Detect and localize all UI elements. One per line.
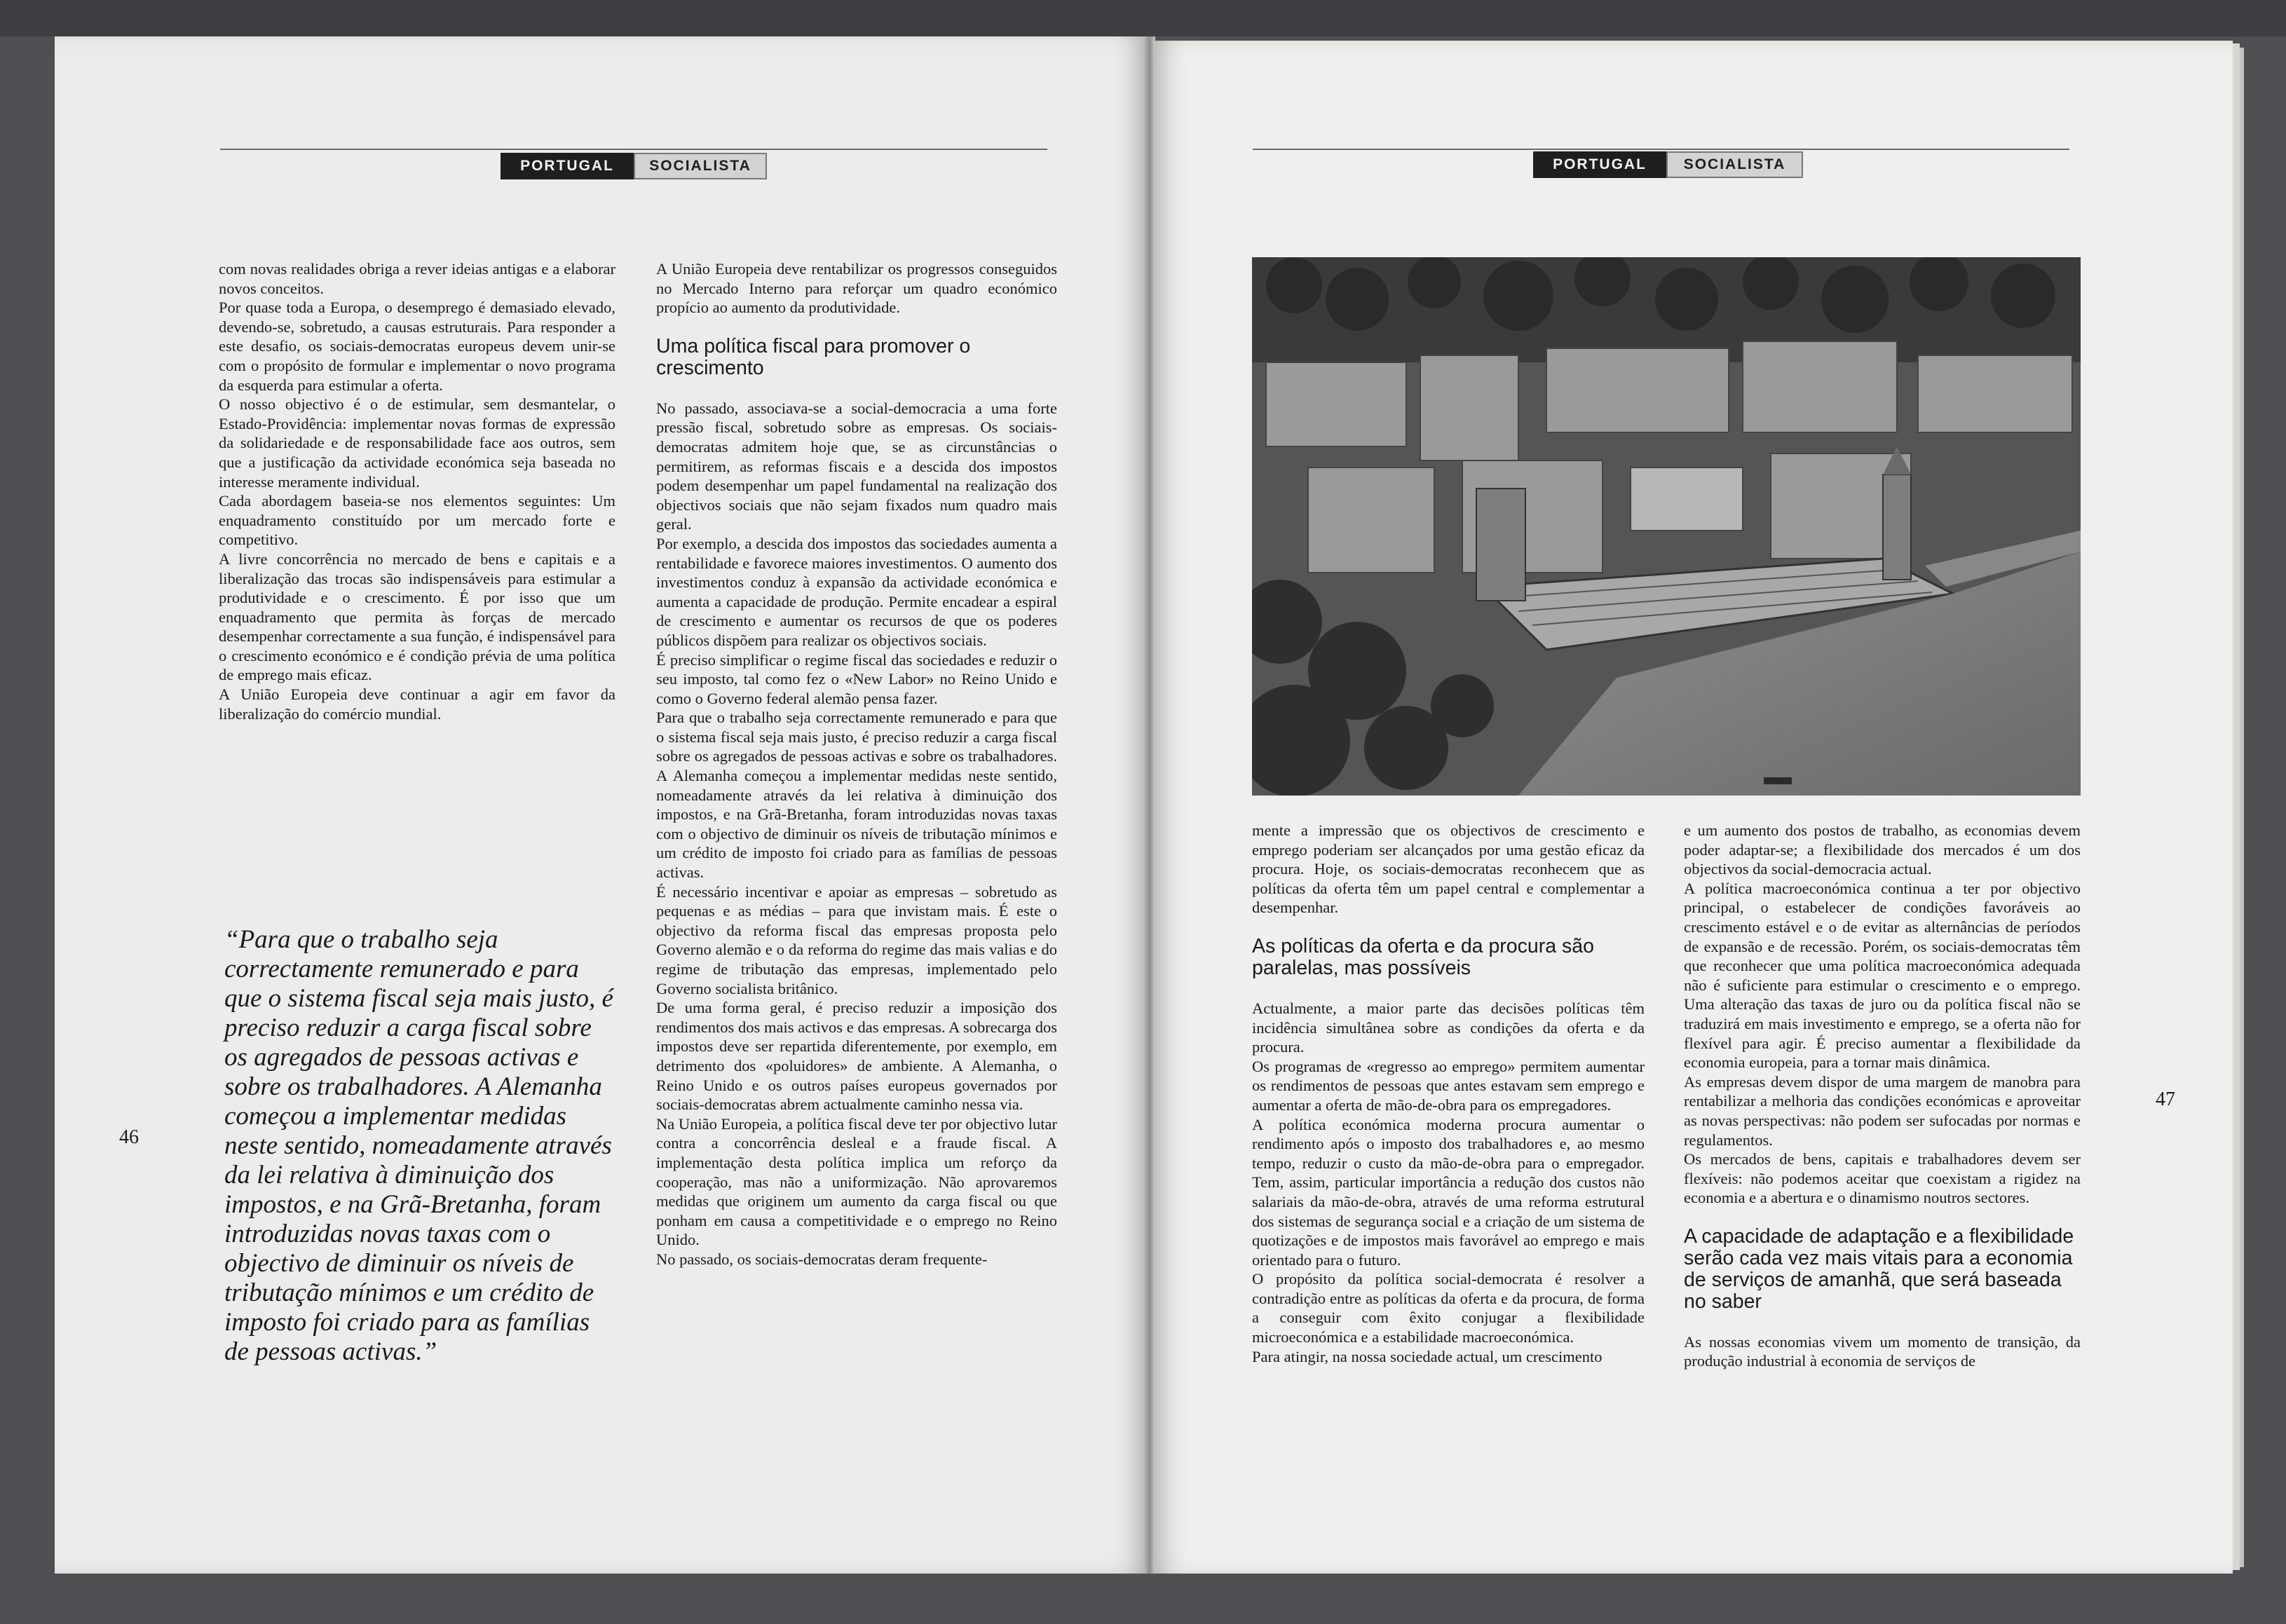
left-column-2 [656, 259, 1057, 1269]
header-portugal: PORTUGAL [501, 153, 634, 179]
section-heading: A capacidade de adaptação e a flexibilidade serão cada vez mais vitais para a economia de serviços de amanhã, que será baseada no saber [1684, 1224, 2074, 1313]
background-top [0, 0, 2286, 36]
paragraph: Os mercados de bens, capitais e trabalhadores devem ser flexíveis: não podemos aceitar que coexistam a rigidez na economia e a abertura e o dinamismo noutros sectores. [1684, 1150, 2081, 1207]
header-rule [1253, 149, 2069, 150]
paragraph: No passado, associava-se a social-democracia a uma forte pressão fiscal, sobretudo sobre as empresas. Os sociais-democratas admitem hoje que, se as circunstâncias o permitirem, as reformas fiscais e a descida dos impostos podem desempenhar um papel fundamental na realização dos objectivos sociais que não sejam fixados num quadro mais geral. [656, 399, 1057, 533]
paragraph: Na União Europeia, a política fiscal deve ter por objectivo lutar contra a concorrência desleal e a fraude fiscal. A implementação desta política implica um reforço da cooperação, mas não a uniformização. Não aprovaremos medidas que originem um aumento da carga fiscal ou que ponham em causa a competitividade e o emprego no Reino Unido. [656, 1114, 1057, 1249]
right-column-2 [1684, 821, 2081, 1371]
paragraph: Para que o trabalho seja correctamente remunerado e para que o sistema fiscal seja mais justo, é preciso reduzir a carga fiscal sobre os agregados de pessoas activas e sobre os trabalhadores. A Alemanha começou a implementar medidas neste sentido, nomeadamente através da lei relativa à diminuição dos impostos, e na Grã-Bretanha, foram introduzidas novas taxas com o objectivo de diminuir os níveis de tributação mínimos e um crédito de imposto foi criado para as famílias de pessoas activas. [656, 709, 1057, 882]
paragraph: A política económica moderna procura aumentar o rendimento após o imposto dos trabalhadores e, ao mesmo tempo, reduzir o custo da mão-de-obra para o empregador. Tem, assim, particular importância a redução dos custos não salariais da mão-de-obra, através de uma reforma estrutural dos sistemas de segurança social e a criação de um sistema de quotizações e de impostos mais favorável ao emprego e mais orientado para o futuro. [1252, 1115, 1645, 1269]
page-number: 46 [119, 1126, 139, 1148]
left-column-1 [219, 259, 615, 723]
paragraph: O propósito da política social-democrata é resolver a contradição entre as políticas da oferta e da procura, de forma a conseguir com êxito conjugar a flexibilidade microeconómica e a estabilidade macroeconómica. [1252, 1270, 1645, 1346]
paragraph: e um aumento dos postos de trabalho, as economias devem poder adaptar-se; a flexibilidade dos mercados é um dos objectivos da social-democracia actual. [1684, 821, 2081, 878]
paragraph: A livre concorrência no mercado de bens e capitais e a liberalização das trocas são indispensáveis para estimular a produtividade e o crescimento. É por isso que um enquadramento que permita às forças de mercado desempenhar correctamente a sua função, é indispensável para o crescimento económico e é condição prévia de uma política de emprego mais eficaz. [219, 550, 615, 684]
paragraph: Os programas de «regresso ao emprego» permitem aumentar os rendimentos de pessoas que antes estavam sem emprego e aumentar a oferta de mão-de-obra para os empregadores. [1252, 1057, 1645, 1114]
paragraph: A União Europeia deve continuar a agir em favor da liberalização do comércio mundial. [219, 685, 615, 723]
page-number: 47 [2156, 1089, 2175, 1110]
left-page [55, 36, 1148, 1574]
page-edge [2233, 43, 2240, 1570]
header-socialista: SOCIALISTA [634, 153, 767, 179]
paragraph: Por exemplo, a descida dos impostos das sociedades aumenta a rentabilidade e favorece maiores investimentos. O aumento dos investimentos conduz à expansão da actividade económica e aumenta a capacidade de produção. Permite encadear a espiral de crescimento e aumentar os recursos de que os poderes públicos dispõem para realizar os objectivos sociais. [656, 534, 1057, 649]
paragraph: No passado, os sociais-democratas deram frequente- [656, 1250, 988, 1268]
paragraph: De uma forma geral, é preciso reduzir a imposição dos rendimentos dos mais activos e das empresas. A sobrecarga dos impostos deve ser repartida diferentemente, por exemplo, em detrimento dos «poluidores» de ambiente. A Alemanha, o Reino Unido e os outros países europeus governados por sociais-democratas abrem actualmente caminho nessa via. [656, 999, 1057, 1114]
paragraph: Por quase toda a Europa, o desemprego é demasiado elevado, devendo-se, sobretudo, a causas estruturais. Para responder a este desafio, os sociais-democratas europeus devem unir-se com o propósito de formular e implementar o novo programa da esquerda para estimular a oferta. [219, 299, 615, 394]
paragraph: Para atingir, na nossa sociedade actual, um crescimento [1252, 1347, 1603, 1365]
header-socialista: SOCIALISTA [1666, 151, 1803, 178]
paragraph: A União Europeia deve rentabilizar os progressos conseguidos no Mercado Interno para reforçar um quadro económico propício ao aumento da produtividade. [656, 260, 1057, 317]
paragraph: O nosso objectivo é o de estimular, sem desmantelar, o Estado-Providência: implementar novas formas de expressão da solidariedade e de responsabilidade face aos outros, sem que a justificação da actividade económica seja baseada no interesse meramente individual. [219, 395, 615, 491]
paragraph: As nossas economias vivem um momento de transição, da produção industrial à economia de serviços de [1684, 1332, 2081, 1370]
section-heading: As políticas da oferta e da procura são paralelas, mas possíveis [1252, 934, 1594, 979]
right-column-1 [1252, 821, 1645, 1366]
paragraph: É preciso simplificar o regime fiscal das sociedades e reduzir o seu imposto, tal como fez o «New Labor» no Reino Unido e como o Governo federal alemão pensa fazer. [656, 650, 1057, 707]
paragraph: com novas realidades obriga a rever ideias antigas e a elaborar novos conceitos. [219, 260, 615, 297]
section-heading: Uma política fiscal para promover o crescimento [656, 334, 971, 379]
section-header [501, 153, 767, 179]
paragraph: A política macroeconómica continua a ter por objectivo principal, o estabelecer de condições favoráveis ao crescimento estável e o de evitar as alternâncias de períodos de expansão e de recessão. Porém, os sociais-democratas têm que reconhecer que uma política macroeconómica adequada não é suficiente para estimular o crescimento e o emprego. Uma alteração das taxas de juro ou da política fiscal não se traduzirá em mais investimento e emprego, se a oferta não for flexível para agir. É preciso aumentar a flexibilidade da economia europeia, para a tornar mais dinâmica. [1684, 879, 2081, 1072]
paragraph: É necessário incentivar e apoiar as empresas – sobretudo as pequenas e as médias – para que invistam mais. É este o objectivo da reforma fiscal das empresas proposta pelo Governo alemão e o da reforma do regime das mais valias e do regime de tributação das empresas, implementado pelo Governo socialista britânico. [656, 882, 1057, 997]
paragraph: As empresas devem dispor de uma margem de manobra para rentabilizar a melhoria das condições económicas e aproveitar as novas perspectivas: não podem ser sufocadas por normas e regulamentos. [1684, 1072, 2081, 1149]
paragraph: mente a impressão que os objectivos de crescimento e emprego poderiam ser alcançados por uma gestão eficaz da procura. Hoje, os sociais-democratas reconhecem que as políticas da oferta têm um papel central e complementar a desempenhar. [1252, 821, 1645, 917]
aerial-photo [1252, 257, 2081, 796]
header-rule [220, 149, 1047, 150]
paragraph: Actualmente, a maior parte das decisões políticas têm incidência simultânea sobre as condições da oferta e da procura. [1252, 999, 1645, 1056]
section-header [1533, 151, 1803, 178]
page-edge [2240, 48, 2244, 1567]
header-portugal: PORTUGAL [1533, 151, 1666, 178]
paragraph: Cada abordagem baseia-se nos elementos seguintes: Um enquadramento constituído por um mercado forte e competitivo. [219, 492, 615, 549]
pull-quote: “Para que o trabalho seja correctamente remunerado e para que o sistema fiscal seja mais justo, é preciso reduzir a carga fiscal sobre os agregados de pessoas activas e sobre os trabalhadores. A Alemanha começou a implementar medidas neste sentido, nomeadamente através da lei relativa à diminuição dos impostos, e na Grã-Bretanha, foram introduzidas novas taxas com o objectivo de diminuir os níveis de tributação mínimos e um crédito de imposto foi criado para as famílias de pessoas activas.” [224, 925, 613, 1366]
